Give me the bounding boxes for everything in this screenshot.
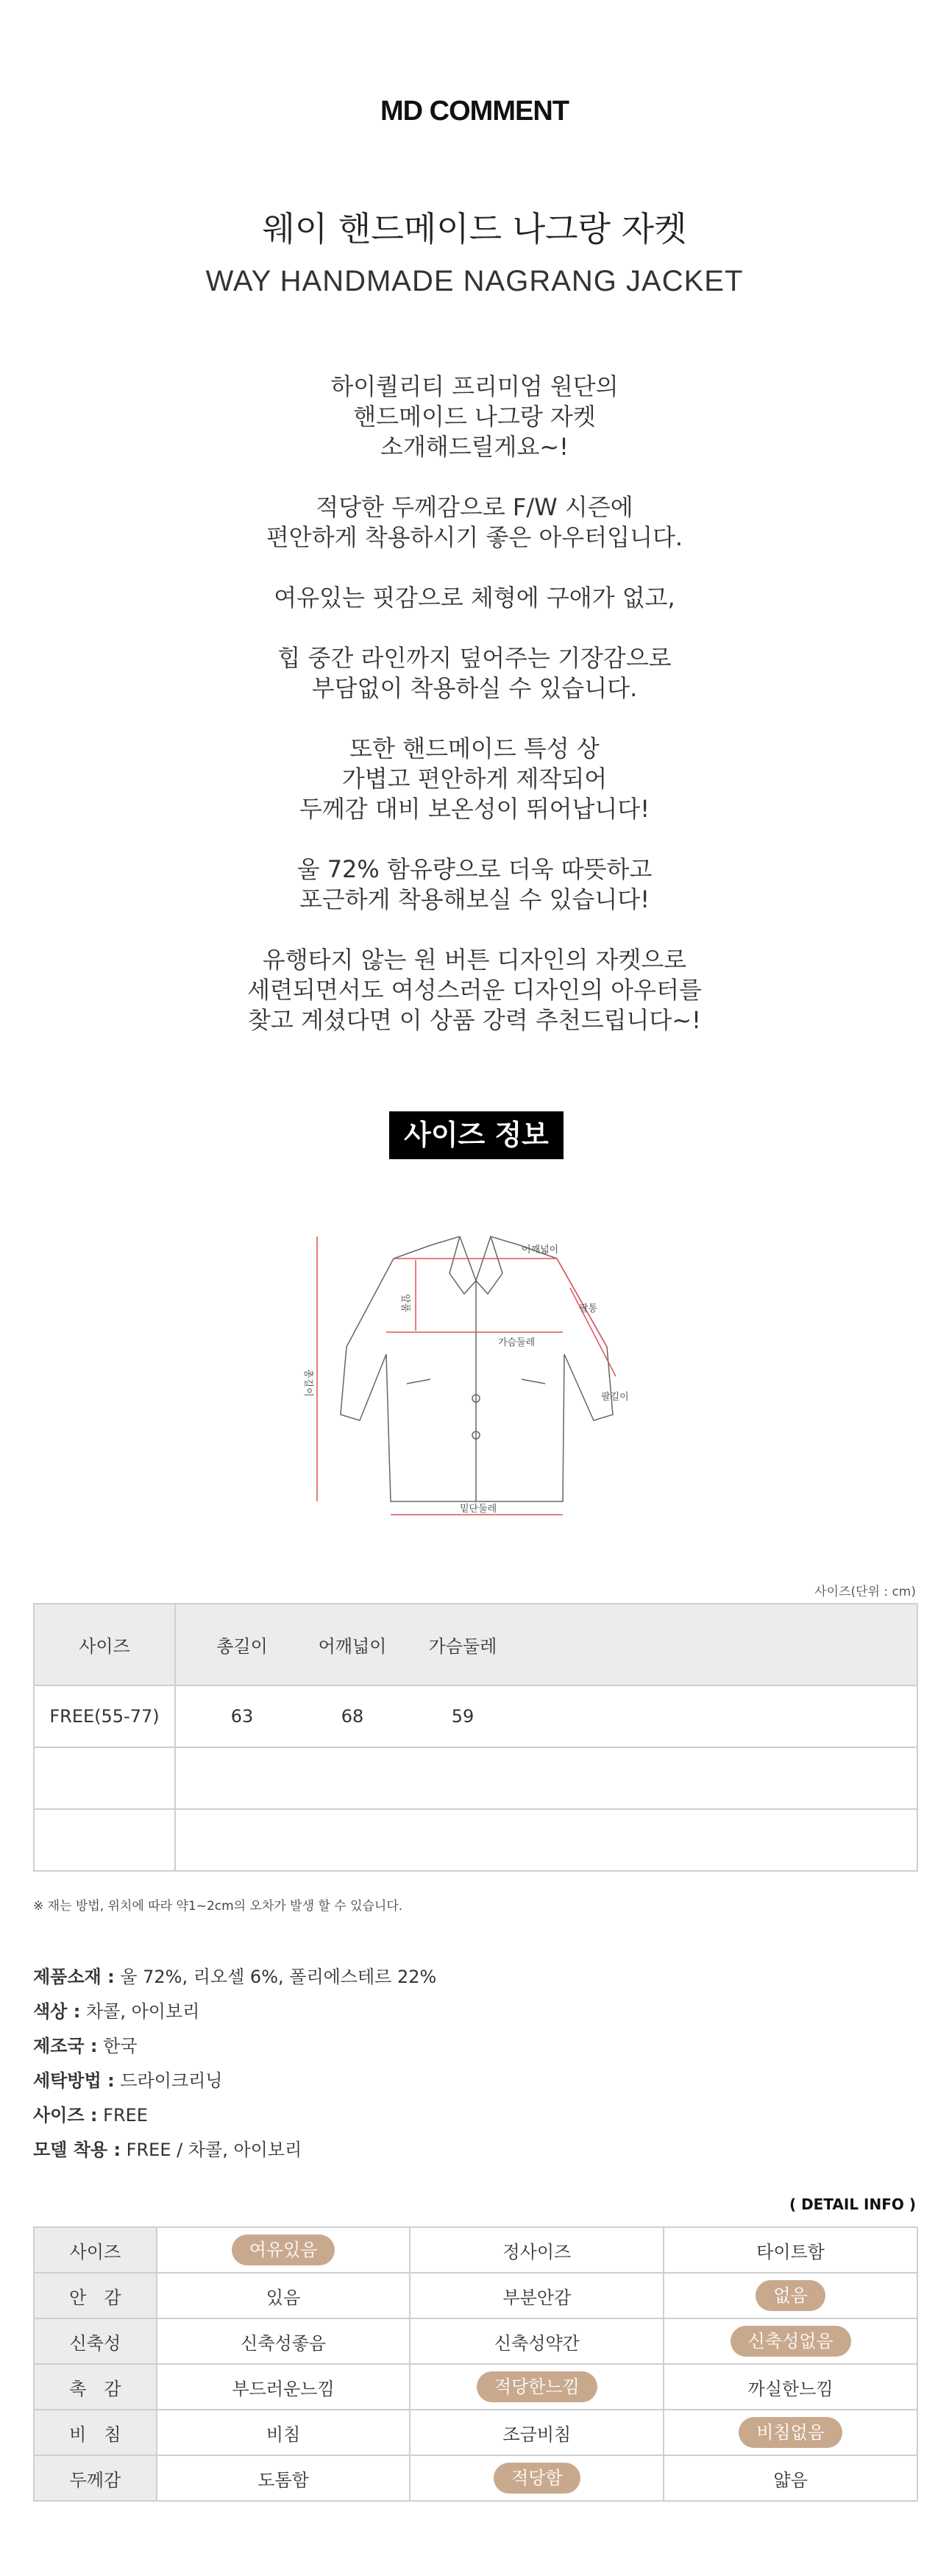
size-value-cell: 59 [451,1706,474,1727]
detail-row [34,2455,917,2501]
detail-label-cell: 신축성 [34,2318,157,2364]
description-line: 유행타지 않는 원 버튼 디자인의 자켓으로 [262,946,687,974]
detail-option-cell [410,2227,664,2273]
detail-row [34,2227,917,2273]
detail-option-cell [157,2273,410,2318]
spec-key: 제조국 : [33,2036,98,2056]
selected-option-pill: 여유있음 [232,2234,335,2265]
description-line: 울 72% 함유량으로 더욱 따뜻하고 [296,855,653,883]
detail-option-cell [664,2227,917,2273]
spec-value: 차콜, 아이보리 [80,2001,200,2022]
table-row [34,1685,917,1747]
detail-label-cell: 안 감 [34,2273,157,2318]
description-line: 여유있는 핏감으로 체형에 구애가 없고, [274,584,675,612]
size-values [175,1809,917,1871]
detail-option: 신축성약간 [494,2332,580,2354]
description-paragraph [0,854,949,915]
detail-option-cell [664,2318,917,2364]
description-line: 찾고 계셨다면 이 상품 강력 추천드립니다~! [247,1006,701,1034]
label-front: 앞품 [399,1294,410,1313]
spec-value: 한국 [97,2036,138,2056]
detail-row [34,2273,917,2318]
detail-option: 부드러운느낌 [232,2378,335,2399]
detail-option-cell [157,2364,410,2410]
jacket-measurement-diagram [283,1207,666,1516]
spec-value: 드라이크리닝 [114,2070,223,2091]
description-paragraph [0,643,949,704]
selected-option-pill: 비침없음 [739,2417,842,2448]
detail-option-cell [157,2455,410,2501]
label-sleeve-length: 팔길이 [601,1392,629,1403]
spec-value: FREE / 차콜, 아이보리 [121,2140,302,2160]
size-header-cell: 사이즈 [34,1604,175,1685]
size-value-cell: 63 [230,1706,254,1727]
detail-option-cell [410,2410,664,2455]
selected-option-pill: 신축성없음 [731,2326,851,2357]
spec-row [33,2098,436,2133]
detail-option-cell [410,2273,664,2318]
description-line: 편안하게 착용하시기 좋은 아우터입니다. [266,523,683,551]
detail-option-cell [157,2410,410,2455]
label-length: 총길이 [302,1369,313,1397]
spec-value: 울 72%, 리오셀 6%, 폴리에스테르 22% [114,1967,437,1987]
detail-option: 조금비침 [502,2424,572,2445]
detail-row [34,2410,917,2455]
detail-option-cell [664,2273,917,2318]
detail-label-cell: 사이즈 [34,2227,157,2273]
size-value-cell: 68 [341,1706,364,1727]
size-name-cell [34,1809,175,1871]
description-paragraph [0,372,949,462]
detail-option: 부분안감 [502,2287,572,2308]
size-header-cell: 총길이 [216,1636,268,1657]
selected-option-pill: 적당한느낌 [477,2371,597,2402]
description-line: 소개해드릴게요~! [380,433,569,461]
spec-key: 모델 착용 : [33,2140,121,2160]
spec-row [33,1960,436,1995]
size-unit-note: 사이즈(단위 : cm) [814,1585,916,1599]
detail-info-table [33,2226,918,2502]
size-table [33,1603,918,1872]
description-line: 적당한 두께감으로 F/W 시즌에 [316,493,633,521]
size-header-values [175,1604,917,1685]
size-table-header [34,1604,917,1685]
description-paragraph [0,734,949,824]
detail-option: 얇음 [773,2469,808,2491]
detail-option: 신축성좋음 [241,2332,327,2354]
spec-row [33,2064,436,2098]
size-name-cell: FREE(55-77) [34,1685,175,1747]
product-title-english: WAY HANDMADE NAGRANG JACKET [205,265,744,297]
measurement-note: ※ 재는 방법, 위치에 따라 약1~2cm의 오차가 발생 할 수 있습니다. [33,1899,403,1914]
description-line: 하이퀄리티 프리미엄 원단의 [330,372,619,400]
table-row [34,1747,917,1809]
detail-label-cell: 촉 감 [34,2364,157,2410]
spec-row [33,2133,436,2168]
detail-option: 타이트함 [756,2241,825,2262]
description-line: 힙 중간 라인까지 덮어주는 기장감으로 [277,644,672,672]
detail-info-label: ( DETAIL INFO ) [789,2195,916,2213]
detail-option: 비침 [266,2424,301,2445]
description-line: 세련되면서도 여성스러운 디자인의 아우터를 [247,976,702,1004]
description-line: 포근하게 착용해보실 수 있습니다! [299,885,650,913]
description-paragraph [0,945,949,1036]
label-shoulder: 어깨넓이 [522,1245,559,1256]
detail-option-cell [664,2410,917,2455]
selected-option-pill: 적당함 [494,2463,580,2494]
label-chest: 가슴둘레 [498,1337,536,1348]
detail-option-cell [664,2364,917,2410]
label-sleeve-width: 팔통 [579,1303,598,1314]
spec-row [33,2029,436,2064]
detail-option-cell [157,2318,410,2364]
detail-option-cell [410,2455,664,2501]
spec-key: 사이즈 : [33,2105,98,2126]
description-paragraph [0,492,949,553]
product-title-korean: 웨이 핸드메이드 나그랑 자켓 [262,209,687,249]
spec-key: 색상 : [33,2001,81,2022]
size-header-cell: 어깨넓이 [318,1636,387,1657]
size-header-cell: 가슴둘레 [428,1636,497,1657]
product-description [0,372,949,1066]
spec-key: 제품소재 : [33,1967,115,1987]
md-comment-heading: MD COMMENT [380,96,569,127]
description-line: 두께감 대비 보온성이 뛰어납니다! [299,795,650,823]
detail-option: 까실한느낌 [747,2378,834,2399]
detail-row [34,2364,917,2410]
size-values [175,1747,917,1809]
description-line: 부담없이 착용하실 수 있습니다. [311,674,638,702]
detail-label-cell: 비 침 [34,2410,157,2455]
spec-key: 세탁방법 : [33,2070,115,2091]
description-line: 또한 핸드메이드 특성 상 [349,735,600,762]
detail-option: 있음 [266,2287,301,2308]
size-values [175,1685,917,1747]
product-specs [33,1960,436,2168]
detail-row [34,2318,917,2364]
selected-option-pill: 없음 [756,2280,825,2311]
detail-option: 도톰함 [257,2469,309,2491]
label-hem: 밑단둘레 [460,1504,497,1515]
size-info-badge: 사이즈 정보 [389,1111,564,1159]
detail-option-cell [410,2364,664,2410]
description-line: 가볍고 편안하게 제작되어 [341,765,608,793]
description-paragraph [0,583,949,613]
detail-option-cell [664,2455,917,2501]
size-name-cell [34,1747,175,1809]
spec-row [33,1995,436,2029]
detail-label-cell: 두께감 [34,2455,157,2501]
detail-option: 정사이즈 [502,2241,572,2262]
spec-value: FREE [97,2105,148,2126]
table-row [34,1809,917,1871]
detail-option-cell [157,2227,410,2273]
detail-option-cell [410,2318,664,2364]
description-line: 핸드메이드 나그랑 자켓 [353,403,596,431]
